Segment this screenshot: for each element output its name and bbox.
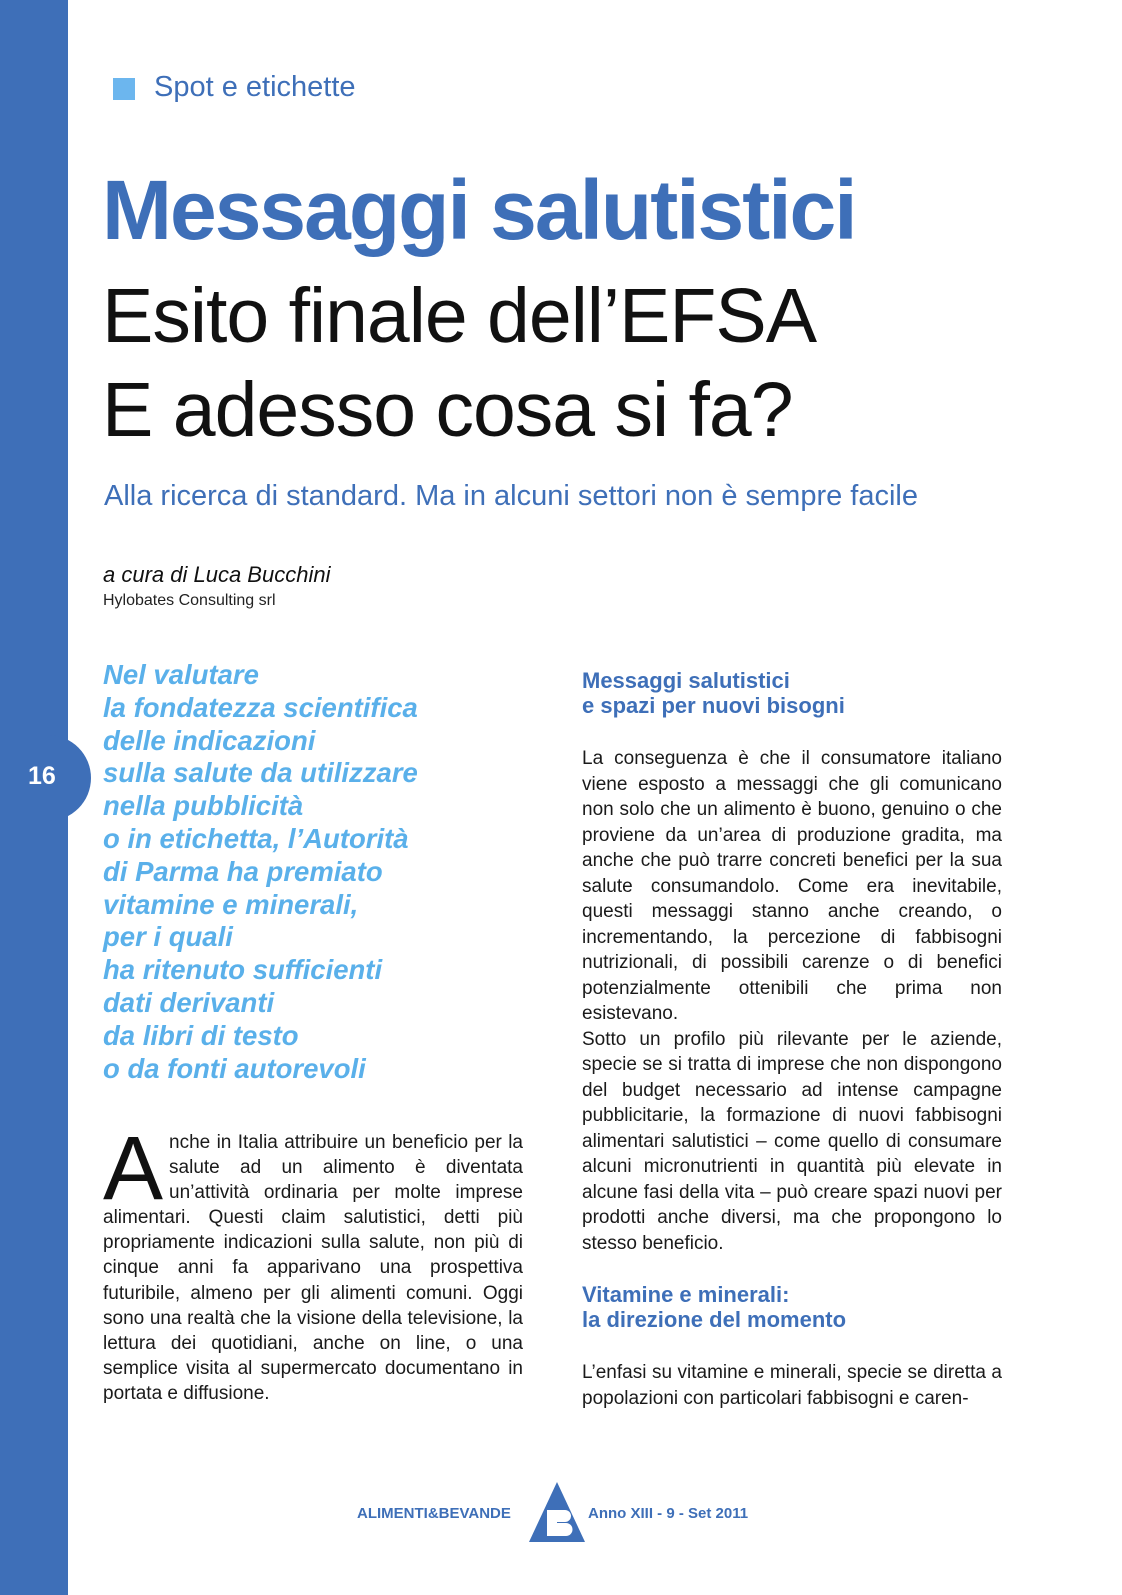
title-line-3: E adesso cosa si fa?	[102, 367, 793, 453]
pullquote-line: da libri di testo	[103, 1019, 299, 1051]
body-paragraph-intro	[103, 1119, 523, 1406]
section-marker-icon	[113, 78, 135, 100]
magazine-logo-icon	[527, 1480, 587, 1544]
issue-info: Anno XIII - 9 - Set 2011	[588, 1505, 749, 1522]
pullquote-line: Nel valutare	[103, 659, 259, 690]
heading-line: e spazi per nuovi bisogni	[582, 693, 845, 718]
heading-line: Vitamine e minerali:	[582, 1282, 790, 1307]
drop-cap: A	[103, 1119, 164, 1219]
author-company: Hylobates Consulting srl	[103, 592, 276, 609]
section-heading-1	[582, 668, 845, 718]
heading-line: la direzione del momento	[582, 1307, 847, 1332]
pullquote-line: di Parma ha premiato	[103, 855, 383, 887]
pullquote-line: o in etichetta, l’Autorità	[103, 822, 409, 854]
pullquote-line: nella pubblicità	[103, 790, 304, 822]
section-label: Spot e etichette	[154, 71, 356, 103]
pullquote-line: vitamine e minerali,	[103, 888, 359, 920]
subtitle: Alla ricerca di standard. Ma in alcuni settori non è sempre facile	[104, 480, 918, 512]
body-paragraph: Sotto un profilo più rilevante per le aziende, specie se si tratta di imprese che non dispongono del budget necessario ad intense campagne pubblicitarie, la formazione di nuovi fabbisogni alimentari salutistici – come quello di consumare alcuni micronutrienti in quantità più elevate in alcune fasi della vita – può creare spazi nuovi per prodotti anche diversi, ma che propongono lo stesso beneficio.	[582, 1028, 1002, 1254]
magazine-name: ALIMENTI&BEVANDE	[357, 1505, 511, 1522]
pullquote-line: dati derivanti	[103, 986, 275, 1018]
page-number: 16	[28, 762, 56, 790]
title-main: Messaggi salutistici	[102, 163, 856, 257]
pullquote	[103, 659, 543, 1085]
pullquote-line: sulla salute da utilizzare	[103, 757, 418, 789]
pullquote-line: per i quali	[103, 921, 233, 953]
byline: a cura di Luca Bucchini	[103, 562, 331, 587]
body-paragraph-vitamine: L’enfasi su vitamine e minerali, specie se diretta a popolazioni con particolari fabbisogni e caren-	[582, 1362, 1002, 1409]
title-line-2: Esito finale dell’EFSA	[102, 273, 817, 359]
pullquote-line: o da fonti autorevoli	[103, 1052, 366, 1084]
body-paragraph: La conseguenza è che il consumatore italiano viene esposto a messaggi che gli comunicano non solo che un alimento è buono, genuino o che proviene da un’area di produzione gradita, ma anche che può trarre concreti benefici per la sua salute consumandolo. Come era inevitabile, questi messaggi stanno anche creando, o incrementando, la percezione di fabbisogni nutrizionali, di possibili carenze o di benefici potenzialmente ottenibili che prima non esistevano.	[582, 748, 1002, 1024]
body-column-right	[582, 746, 1002, 1256]
pullquote-line: la fondatezza scientifica	[103, 691, 418, 723]
pullquote-line: ha ritenuto sufficienti	[103, 954, 383, 986]
section-heading-2	[582, 1282, 846, 1332]
intro-text: nche in Italia attribuire un beneficio per la salute ad un alimento è diventata un’attività ordinaria per molte imprese alimentari. Questi claim salutistici, detti più propriamente indicazioni sulla salute, non più di cinque anni fa apparivano una prospettiva futuribile, almeno per gli alimenti comuni. Oggi sono una realtà che la visione della televisione, la lettura dei quotidiani, anche on line, o una semplice visita al supermercato documentano in portata e diffusione.	[103, 1132, 523, 1404]
pullquote-line: delle indicazioni	[103, 724, 316, 756]
heading-line: Messaggi salutistici	[582, 668, 790, 693]
